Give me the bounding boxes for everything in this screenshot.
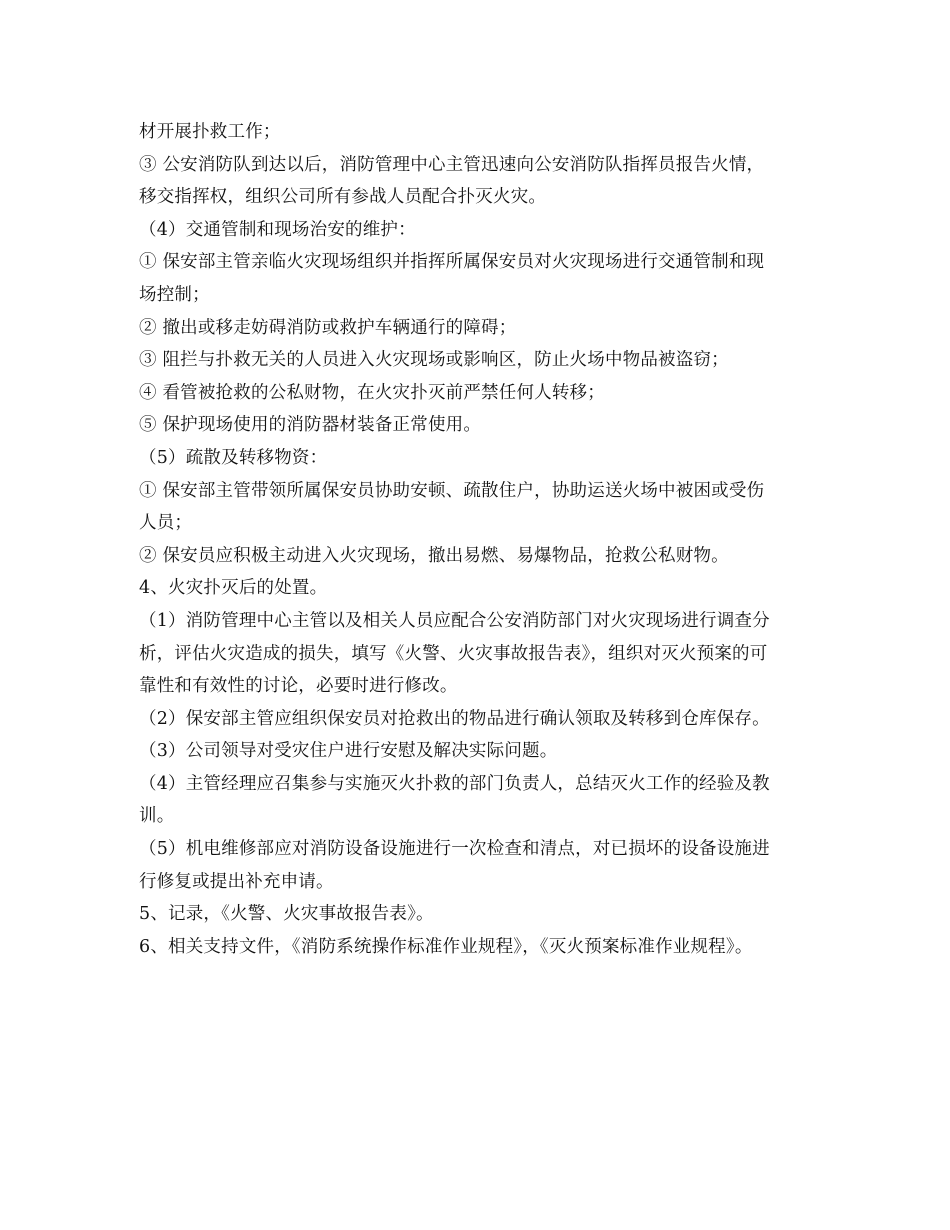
section-heading: 5、记录，《火警、火灾事故报告表》。 — [139, 904, 434, 925]
text-line: 移交指挥权，组织公司所有参战人员配合扑灭火灾。 — [139, 187, 547, 208]
section-heading: （4）交通管制和现场治安的维护： — [139, 219, 416, 240]
text-line: 人员； — [139, 513, 193, 534]
text-line: 训。 — [139, 806, 175, 827]
section-heading: 4、火灾扑灭后的处置。 — [139, 578, 328, 599]
text-line: （1）消防管理中心主管以及相关人员应配合公安消防部门对火灾现场进行调查分 — [139, 610, 770, 631]
text-line: 材开展扑救工作； — [139, 122, 281, 142]
text-line: 靠性和有效性的讨论，必要时进行修改。 — [139, 676, 458, 697]
text-line: （4）主管经理应召集参与实施灭火扑救的部门负责人，总结灭火工作的经验及教 — [139, 773, 770, 794]
section-heading: 6、相关支持文件，《消防系统操作标准作业规程》，《灭火预案标准作业规程》。 — [139, 936, 753, 957]
text-line: （2）保安部主管应组织保安员对抢救出的物品进行确认领取及转移到仓库保存。 — [139, 708, 770, 729]
text-line: （5）机电维修部应对消防设备设施进行一次检查和清点，对已损坏的设备设施进 — [139, 839, 770, 860]
text-line: 行修复或提出补充申请。 — [139, 871, 334, 892]
text-line: ① 保安部主管亲临火灾现场组织并指挥所属保安员对火灾现场进行交通管制和现 — [139, 252, 765, 273]
document-body — [139, 116, 819, 963]
text-line: ② 撤出或移走妨碍消防或救护车辆通行的障碍； — [139, 317, 517, 338]
text-line: 析，评估火灾造成的损失，填写《火警、火灾事故报告表》，组织对灭火预案的可 — [139, 643, 768, 664]
text-line: ③ 阻拦与扑救无关的人员进入火灾现场或影响区，防止火场中物品被盗窃； — [139, 350, 729, 371]
text-line: ④ 看管被抢救的公私财物，在火灾扑灭前严禁任何人转移； — [139, 382, 605, 403]
text-line: ① 保安部主管带领所属保安员协助安顿、疏散住户，协助运送火场中被困或受伤 — [139, 480, 765, 501]
text-line: 场控制； — [139, 284, 210, 305]
text-line: ⑤ 保护现场使用的消防器材装备正常使用。 — [139, 415, 482, 436]
text-line: ③ 公安消防队到达以后，消防管理中心主管迅速向公安消防队指挥员报告火情， — [139, 154, 765, 175]
text-line: （3）公司领导对受灾住户进行安慰及解决实际问题。 — [139, 741, 558, 762]
section-heading: （5）疏散及转移物资： — [139, 447, 328, 468]
text-line: ② 保安员应积极主动进入火灾现场，撤出易燃、易爆物品，抢救公私财物。 — [139, 545, 729, 566]
